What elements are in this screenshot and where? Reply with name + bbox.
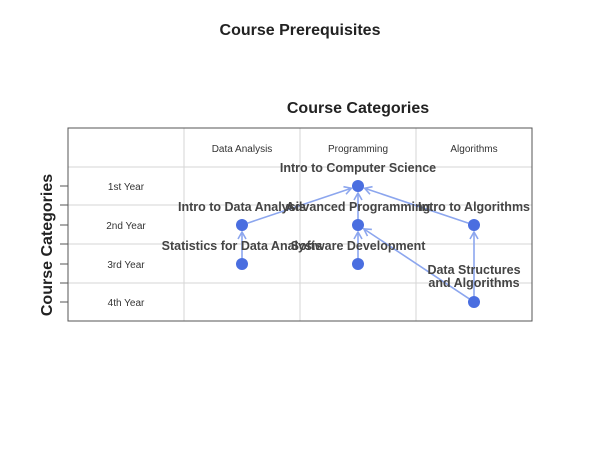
course-node [352,219,364,231]
course-label: Software Development [290,239,426,253]
course-node [468,296,480,308]
course-node [236,219,248,231]
y-axis-title: Course Categories [39,173,56,317]
course-label: Statistics for Data Analysis [161,239,323,253]
course-node [468,219,480,231]
column-header: Data Analysis [211,144,273,155]
row-label: 4th Year [107,298,145,309]
x-axis-title: Course Categories [286,100,430,117]
course-label: Data Structures and Algorithms [427,263,521,290]
column-header: Programming [327,144,389,155]
row-label: 2nd Year [106,221,146,232]
course-label: Advanced Programming [285,200,431,214]
grid [60,128,532,321]
course-node [352,180,364,192]
course-label: Intro to Data Analysis [177,200,307,214]
row-label: 1st Year [107,182,145,193]
course-node [236,258,248,270]
row-label: 3rd Year [107,260,145,271]
course-node [352,258,364,270]
course-label: Intro to Computer Science [279,161,437,175]
chart-title: Course Prerequisites [219,22,381,39]
column-header: Algorithms [450,144,498,155]
course-label: Intro to Algorithms [417,200,531,214]
